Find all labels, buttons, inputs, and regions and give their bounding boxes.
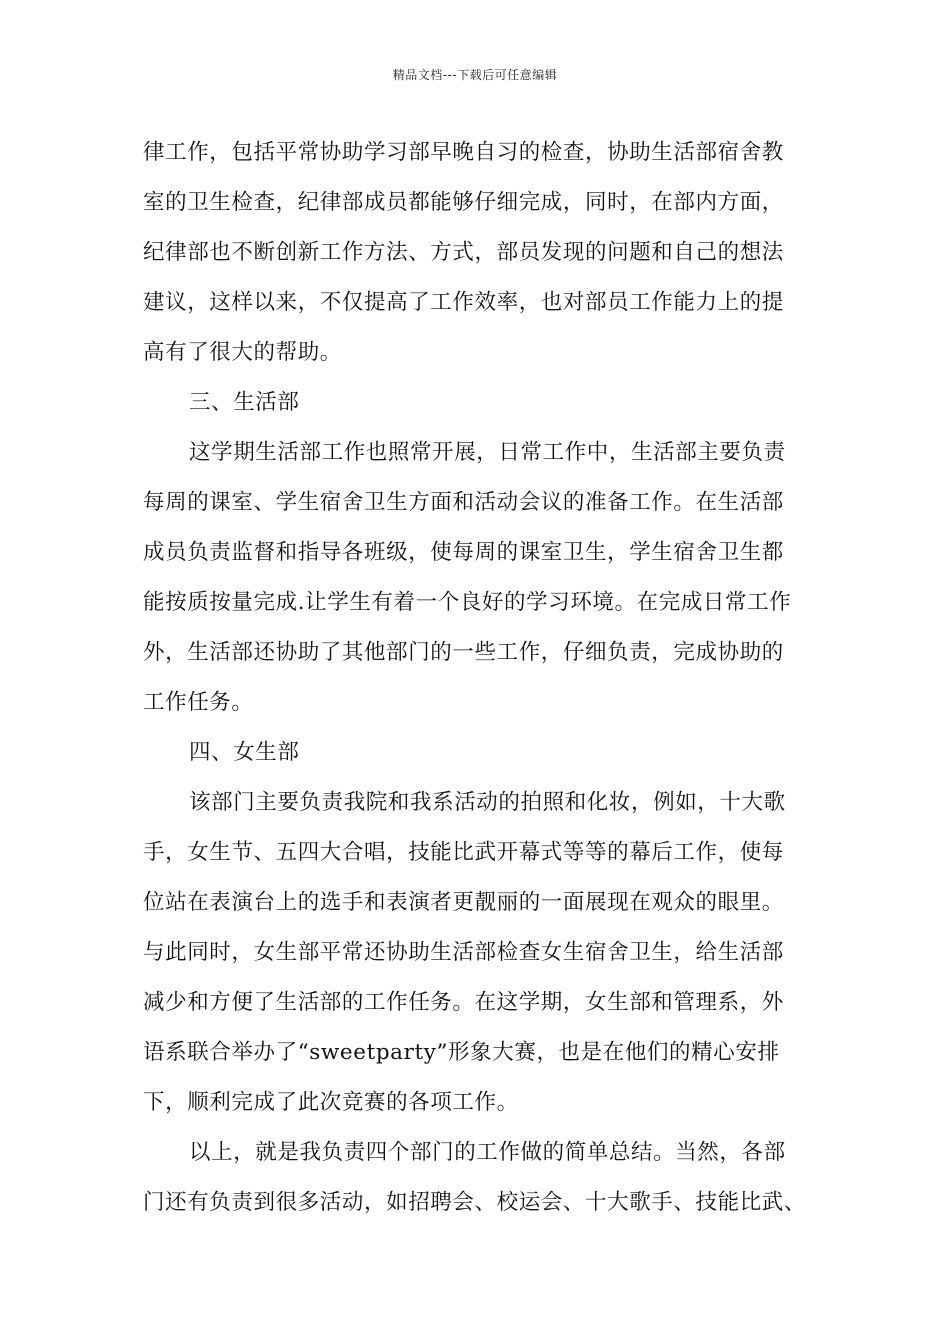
document-body xyxy=(143,128,823,1228)
text-line: 纪律部也不断创新工作方法、方式，部员发现的问题和自己的想法 xyxy=(143,240,784,265)
text-line: 该部门主要负责我院和我系活动的拍照和化妆，例如，十大歌 xyxy=(189,790,786,815)
text-line: 减少和方便了生活部的工作任务。在这学期，女生部和管理系，外 xyxy=(143,990,784,1015)
text-line: 能按质按量完成.让学生有着一个良好的学习环境。在完成日常工作 xyxy=(143,590,792,615)
text-line: 室的卫生检查，纪律部成员都能够仔细完成，同时，在部内方面， xyxy=(143,190,784,215)
text-line: 外，生活部还协助了其他部门的一些工作，仔细负责，完成协助的 xyxy=(143,640,784,665)
text-line: 下，顺利完成了此次竞赛的各项工作。 xyxy=(143,1090,519,1115)
text-line: 成员负责监督和指导各班级，使每周的课室卫生，学生宿舍卫生都 xyxy=(143,540,784,565)
text-line: 门还有负责到很多活动，如招聘会、校运会、十大歌手、技能比武、 xyxy=(143,1190,807,1215)
text-line: 这学期生活部工作也照常开展，日常工作中，生活部主要负责 xyxy=(189,440,786,465)
text-line: 与此同时，女生部平常还协助生活部检查女生宿舍卫生，给生活部 xyxy=(143,940,784,965)
text-line: 高有了很大的帮助。 xyxy=(143,340,342,365)
text-line: 位站在表演台上的选手和表演者更靓丽的一面展现在观众的眼里。 xyxy=(143,890,784,915)
text-line: 每周的课室、学生宿舍卫生方面和活动会议的准备工作。在生活部 xyxy=(143,490,784,515)
text-line: 以上，就是我负责四个部门的工作做的简单总结。当然，各部 xyxy=(189,1140,786,1165)
text-line: 律工作，包括平常协助学习部早晚自习的检查，协助生活部宿舍教 xyxy=(143,140,784,165)
section-heading: 四、女生部 xyxy=(189,740,300,765)
page-header: 精品文档---下载后可任意编辑 xyxy=(392,68,558,82)
text-line: 手，女生节、五四大合唱，技能比武开幕式等等的幕后工作，使每 xyxy=(143,840,784,865)
text-line: 建议，这样以来，不仅提高了工作效率，也对部员工作能力上的提 xyxy=(143,290,784,315)
text-line: 工作任务。 xyxy=(143,690,254,715)
text-line: 语系联合举办了“sweetparty”形象大赛，也是在他们的精心安排 xyxy=(143,1040,780,1065)
section-heading: 三、生活部 xyxy=(189,390,300,415)
